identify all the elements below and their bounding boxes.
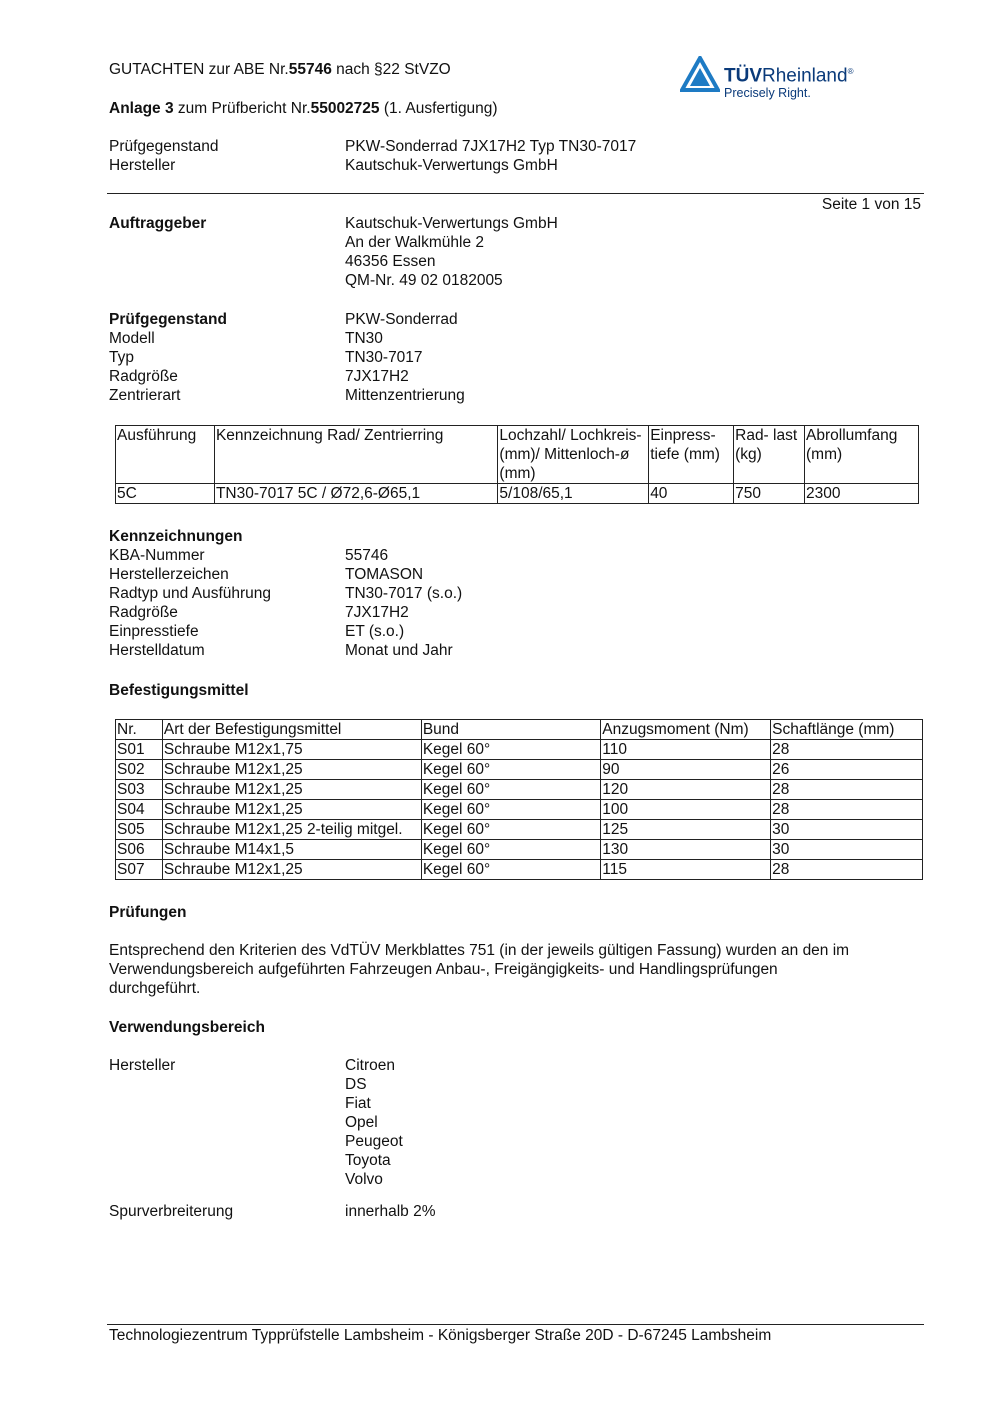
pruefungen-title: Prüfungen [109,904,187,921]
table-cell: TN30-7017 5C / Ø72,6-Ø65,1 [214,484,497,504]
kennzeichnungen-title: Kennzeichnungen [109,528,243,545]
table-header-cell: Art der Befestigungsmittel [162,720,421,740]
table-cell: 40 [649,484,734,504]
pruefgegenstand-label: Prüfgegenstand [109,311,227,328]
pruefungen-paragraph: Entsprechend den Kriterien des VdTÜV Merkblattes 751 (in der jeweils gültigen Fassung) wurden an den im Verwendungsbereich aufgeführten Fahrzeugen Anbau-, Freigängigkeits- und Handlingsprüfungen durchgeführt. [109,942,850,997]
table-header-row [116,720,923,740]
table-header-cell: Bund [421,720,600,740]
table-header-cell: Anzugsmoment (Nm) [601,720,771,740]
table-row: S06 Schraube M14x1,5 Kegel 60° 130 30 [116,840,923,860]
footer-divider [107,1324,924,1325]
list-item: Toyota [345,1152,391,1169]
table-header-cell: Kennzeichnung Rad/ Zentrierring [214,426,497,484]
logo-brand: TÜVRheinland® [724,65,854,87]
table-row: S05 Schraube M12x1,25 2-teilig mitgel. Kegel 60° 125 30 [116,820,923,840]
table-header-cell: Schaftlänge (mm) [771,720,923,740]
abe-number: 55746 [288,61,332,78]
report-number: 55002725 [310,100,380,117]
list-item: Opel [345,1114,378,1131]
page-info: Seite 1 von 15 [821,196,921,213]
list-item: DS [345,1076,367,1093]
table-row: S02 Schraube M12x1,25 Kegel 60° 90 26 [116,760,923,780]
table-header-cell: Rad- last (kg) [734,426,805,484]
befestigung-title: Befestigungsmittel [109,682,249,699]
table-cell: 5/108/65,1 [498,484,649,504]
list-item: Citroen [345,1057,395,1074]
list-item: Fiat [345,1095,371,1112]
list-item: Volvo [345,1171,383,1188]
table-row: S03 Schraube M12x1,25 Kegel 60° 120 28 [116,780,923,800]
befestigung-table [115,719,923,880]
header-attachment-line: Anlage 3 zum Prüfbericht Nr.55002725 (1. Ausfertigung) [109,100,498,117]
table-header-cell: Einpress-tiefe (mm) [649,426,734,484]
verwendungsbereich-title: Verwendungsbereich [109,1019,265,1036]
wheel-table [115,425,919,504]
table-cell: 2300 [805,484,919,504]
table-row: S01 Schraube M12x1,75 Kegel 60° 110 28 [116,740,923,760]
tuv-rheinland-logo [680,54,880,104]
table-cell: 750 [734,484,805,504]
list-item: Peugeot [345,1133,403,1150]
footer-text: Technologiezentrum Typprüfstelle Lambsheim - Königsberger Straße 20D - D-67245 Lambsheim [109,1327,772,1344]
logo-tagline: Precisely Right. [724,86,811,100]
table-row: S07 Schraube M12x1,25 Kegel 60° 115 28 [116,860,923,880]
auftraggeber-label: Auftraggeber [109,215,207,232]
header-divider [107,193,924,194]
table-header-cell: Nr. [116,720,163,740]
table-row [116,484,919,504]
tuv-triangle-icon [680,56,720,92]
table-header-cell: Lochzahl/ Lochkreis- (mm)/ Mittenloch-ø (mm) [498,426,649,484]
table-header-cell: Ausführung [116,426,215,484]
table-cell: 5C [116,484,215,504]
header-title-line: GUTACHTEN zur ABE Nr.55746 nach §22 StVZO [109,61,451,78]
table-row: S04 Schraube M12x1,25 Kegel 60° 100 28 [116,800,923,820]
table-header-row [116,426,919,484]
table-header-cell: Abrollumfang (mm) [805,426,919,484]
